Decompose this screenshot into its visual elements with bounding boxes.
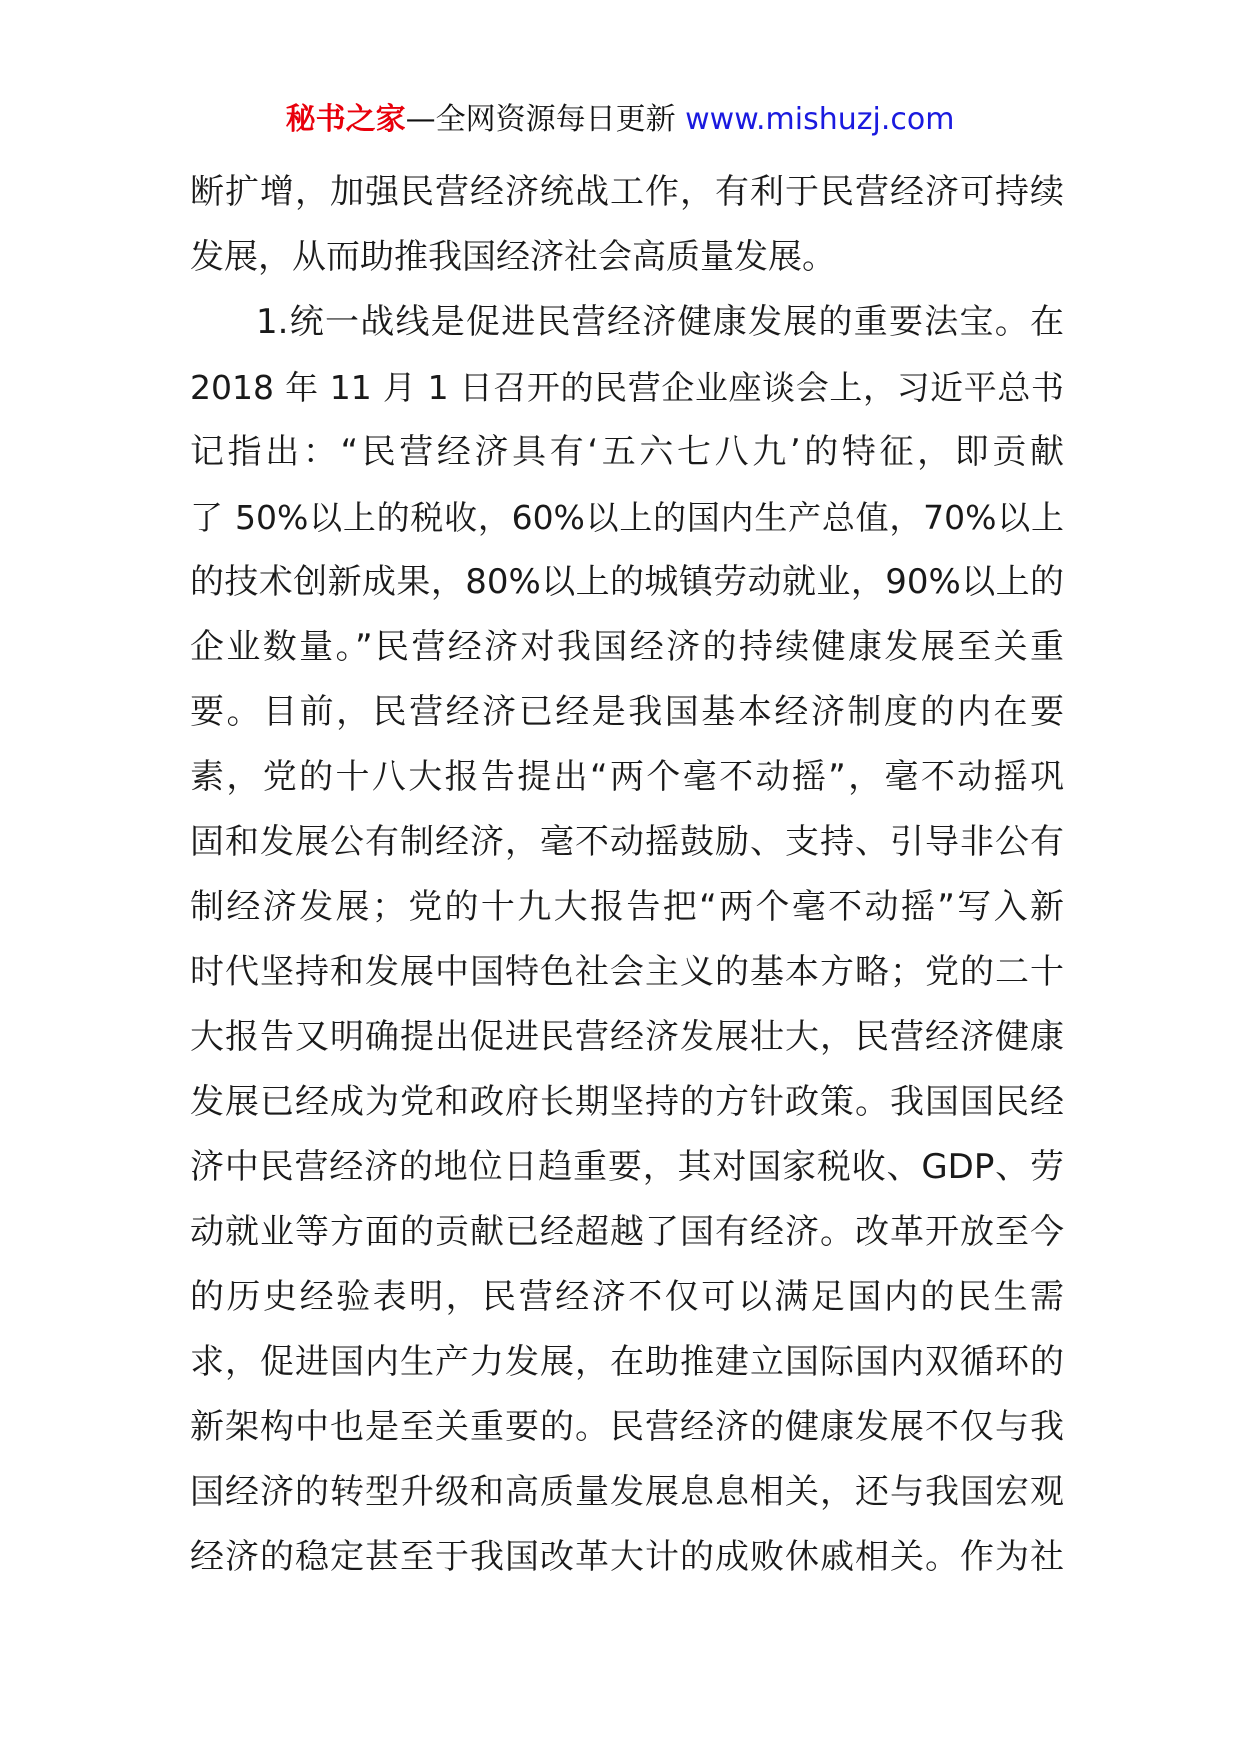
body-line: 1.统一战线是促进民营经济健康发展的重要法宝。在 [256, 302, 1064, 342]
header-brand: 秘书之家 [285, 102, 406, 137]
body-line: 制经济发展；党的十九大报告把“两个毫不动摇”写入新 [190, 887, 1064, 927]
body-line: 发展已经成为党和政府长期坚持的方针政策。我国国民经 [190, 1082, 1064, 1122]
body-line: 要。目前，民营经济已经是我国基本经济制度的内在要 [190, 692, 1064, 732]
body-line: 求，促进国内生产力发展，在助推建立国际国内双循环的 [190, 1342, 1064, 1382]
header-tagline: —全网资源每日更新 [405, 102, 686, 137]
body-line: 新架构中也是至关重要的。民营经济的健康发展不仅与我 [190, 1407, 1064, 1447]
body-line: 济中民营经济的地位日趋重要，其对国家税收、GDP、劳 [190, 1147, 1064, 1187]
body-line: 记指出：“民营经济具有‘五六七八九’的特征，即贡献 [190, 432, 1064, 472]
body-line: 固和发展公有制经济，毫不动摇鼓励、支持、引导非公有 [190, 822, 1064, 862]
body-line: 经济的稳定甚至于我国改革大计的成败休戚相关。作为社 [190, 1537, 1064, 1577]
body-line: 断扩增，加强民营经济统战工作，有利于民营经济可持续 [190, 172, 1064, 212]
body-line: 国经济的转型升级和高质量发展息息相关，还与我国宏观 [190, 1472, 1064, 1512]
body-line: 的技术创新成果，80%以上的城镇劳动就业，90%以上的 [190, 562, 1064, 602]
body-line: 大报告又明确提出促进民营经济发展壮大，民营经济健康 [190, 1017, 1064, 1057]
body-line: 企业数量。”民营经济对我国经济的持续健康发展至关重 [190, 627, 1064, 667]
document-body [190, 160, 1064, 1590]
body-line: 动就业等方面的贡献已经超越了国有经济。改革开放至今 [190, 1212, 1064, 1252]
body-line: 2018 年 11 月 1 日召开的民营企业座谈会上，习近平总书 [190, 368, 1064, 407]
body-line: 素，党的十八大报告提出“两个毫不动摇”，毫不动摇巩 [190, 757, 1064, 797]
header-url-link[interactable]: www.mishuzj.com [685, 102, 955, 137]
body-line: 的历史经验表明，民营经济不仅可以满足国内的民生需 [190, 1277, 1064, 1317]
body-line: 了 50%以上的税收，60%以上的国内生产总值，70%以上 [190, 498, 1064, 537]
body-line: 发展，从而助推我国经济社会高质量发展。 [190, 237, 836, 277]
body-line: 时代坚持和发展中国特色社会主义的基本方略；党的二十 [190, 952, 1064, 992]
page-header [0, 100, 1240, 140]
